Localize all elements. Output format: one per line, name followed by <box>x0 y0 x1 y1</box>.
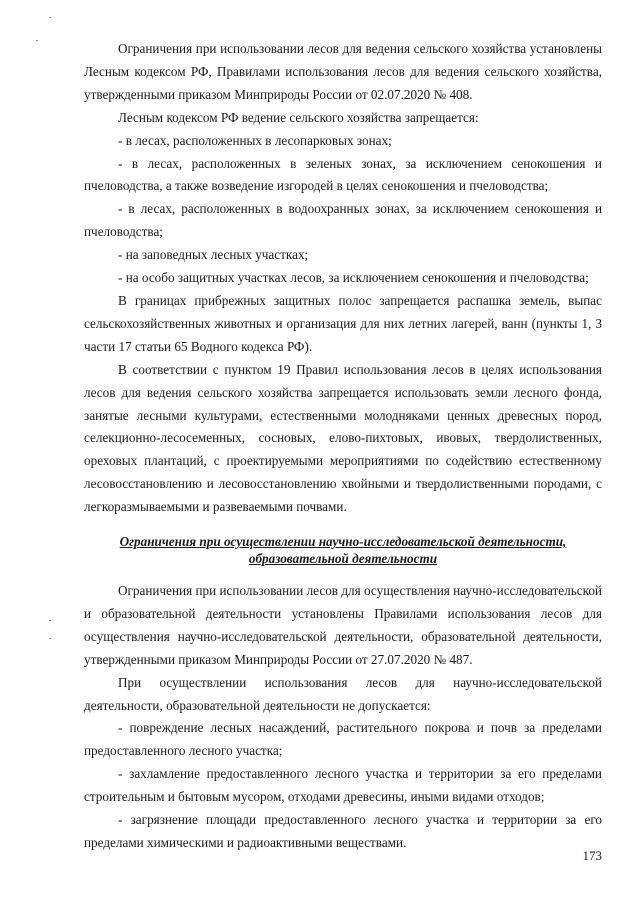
paragraph: Ограничения при использовании лесов для ведения сельского хозяйства установлены Лесным кодексом РФ, Правилами использования лесов для ведения сельского хозяйства, утвержденными приказом Минприроды России от 02.07.2020 № 408. <box>84 41 602 102</box>
scan-speck <box>49 17 51 18</box>
paragraph: При осуществлении использования лесов для научно-исследовательской деятельности, образовательной деятельности не допускается: <box>84 674 602 713</box>
section-heading-line: Ограничения при осуществлении научно-исследовательской деятельности, <box>119 534 567 550</box>
list-item: - в лесах, расположенных в лесопарковых зонах; <box>118 132 392 148</box>
list-item: - в лесах, расположенных в зеленых зонах, за исключением сенокошения и пчеловодства, а также возведение изгородей в целях сенокошения и пчеловодства; <box>84 155 602 194</box>
paragraph: Лесным кодексом РФ ведение сельского хозяйства запрещается: <box>118 109 479 125</box>
body-text <box>84 38 602 855</box>
list-item: - в лесах, расположенных в водоохранных зонах, за исключением сенокошения и пчеловодства; <box>84 201 602 240</box>
scan-speck <box>36 40 38 41</box>
list-item: - захламление предоставленного лесного участка и территории за его пределами строительным и бытовым мусором, отходами древесины, иными видами отходов; <box>84 766 602 805</box>
list-item: - на особо защитных участках лесов, за исключением сенокошения и пчеловодства; <box>118 270 589 286</box>
scan-speck <box>49 620 51 621</box>
list-item: - на заповедных лесных участках; <box>118 247 309 263</box>
paragraph: В границах прибрежных защитных полос запрещается распашка земель, выпас сельскохозяйственных животных и организация для них летних лагерей, ванн (пункты 1, 3 части 17 статьи 65 Водного кодекса РФ). <box>84 292 602 354</box>
paragraph: В соответствии с пунктом 19 Правил использования лесов в целях использования лесов для ведения сельского хозяйства запрещается использовать земли лесного фонда, занятые лесными культурами, естественными молодняками ценных древесных пород, селекционно-лесосеменных, сосновых, елово-пихтовых, ивовых, твердолиственных, ореховых плантаций, с проектируемыми мероприятиями по содействию естественному лесовосстановлению и лесовосстановлению хвойными и твердолиственными породами, с легкоразмываемыми и развеваемыми почвами. <box>84 361 602 515</box>
list-item: - загрязнение площади предоставленного лесного участка и территории за его пределами химическими и радиоактивными веществами. <box>84 812 602 850</box>
section-heading <box>84 533 602 567</box>
list-item: - повреждение лесных насаждений, растительного покрова и почв за пределами предоставленного лесного участка; <box>84 720 602 759</box>
section-heading-line: образовательной деятельности <box>248 551 438 567</box>
scan-speck <box>49 638 51 639</box>
paragraph: Ограничения при использовании лесов для осуществления научно-исследовательской и образовательной деятельности установлены Правилами использования лесов для осуществления научно-исследовательской деятельности, образовательной деятельности, утвержденными приказом Минприроды России от 27.07.2020 № 487. <box>84 583 602 667</box>
page-number: 173 <box>582 848 602 863</box>
